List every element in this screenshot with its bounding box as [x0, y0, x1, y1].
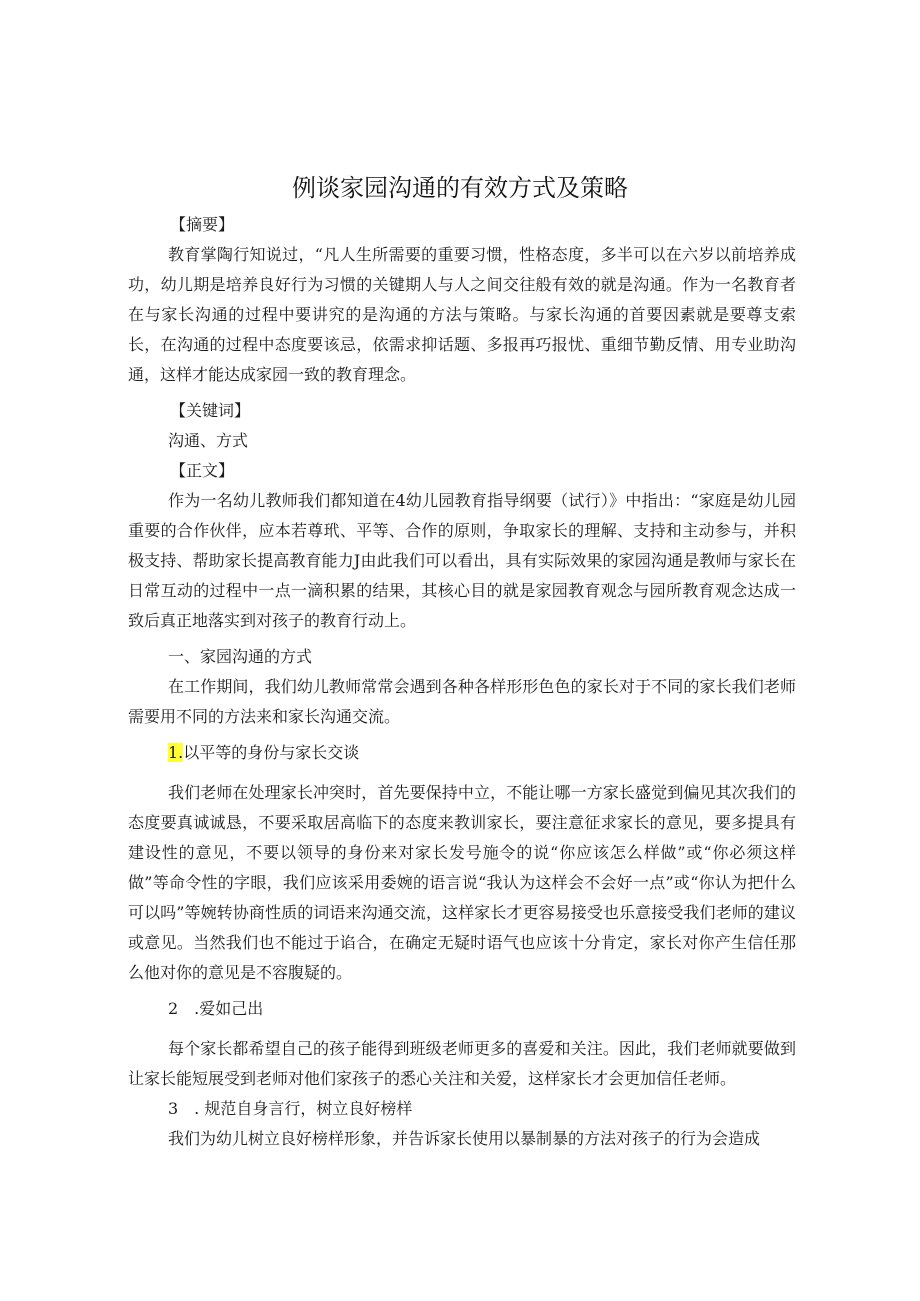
- keywords-text: 沟通、方式: [168, 431, 249, 450]
- intro-paragraph: 作为一名幼儿教师我们都知道在4幼儿园教育指导纲要（试行）》中指出：“家庭是幼儿园重要的合作伙伴，应本若尊玳、平等、合作的原则，争取家长的理解、支持和主动参与，并积极支持、帮助家长提高教育能力J由此我们可以看出，具有实际效果的家园沟通是教师与家长在日常互动的过程中一点一滴积累的结果，其核心目的就是家园教育观念与园所教育观念达成一致后真正地落实到对孩子的教育行动上。: [128, 491, 796, 630]
- item1-paragraph: 我们老师在处理家长冲突时，首先要保持中立，不能让哪一方家长盛觉到偏见其次我们的态度要真诚诚恳，不要采取居高临下的态度来教训家长，要注意征求家长的意见，要多提具有建设性的意见，不要以领导的身份来对家长发号施令的说“你应该怎么样做”或“你必须这样做”等命令性的字眼，我们应该采用委婉的语言说“我认为这样会不会好一点”或“你认为把什么可以吗”等婉转协商性质的词语来沟通交流，这样家长才更容易接受也乐意接受我们老师的建议或意见。当然我们也不能过于谄合，在确定无疑时语气也应该十分肯定，家长对你产生信任那么他对你的意见是不容腹疑的。: [128, 783, 796, 982]
- abstract-paragraph: 教育掌陶行知说过，“凡人生所需要的重要习惯，性格态度，多半可以在六岁以前培养成功，幼儿期是培养良好行为习惯的关键期人与人之间交往般有效的就是沟通。作为一名教育者在与家长沟通的过程中要讲究的是沟通的方法与策略。与家长沟通的首要因素就是要尊支索长，在沟通的过程中态度要该忌，依需求抑话题、多报再巧报忧、重细节勤反情、用专业助沟通，这样才能达成家园一致的教育理念。: [128, 245, 796, 384]
- item1-title: [128, 738, 796, 768]
- item2-paragraph: 每个家长都希望自己的孩子能得到班级老师更多的喜爱和关注。因此，我们老师就要做到让家长能短展受到老师对他们家孩子的悉心关注和关爱，这样家长才会更加信任老师。: [128, 1039, 796, 1088]
- abstract-heading: 【摘要】: [170, 215, 235, 234]
- item1-title-text: 以平等的身份与家长交谈: [183, 743, 360, 762]
- keywords-heading: 【关键词】: [170, 401, 251, 420]
- item3-title: 3 . 规范自身言行，树立良好榜样: [168, 1099, 413, 1118]
- section1-intro-paragraph: 在工作期间，我们幼儿教师常常会遇到各种各样形形色色的家长对于不同的家长我们老师需要用不同的方法来和家长沟通交流。: [128, 677, 796, 726]
- item2-title: 2 .爱如己出: [168, 999, 264, 1018]
- item1-number-highlight: 1.: [168, 743, 184, 762]
- item3-paragraph: 我们为幼儿树立良好榜样形象，并告诉家长使用以暴制暴的方法对孩子的行为会造成: [168, 1129, 761, 1148]
- body-heading: 【正文】: [170, 461, 235, 480]
- document-content: [128, 210, 796, 1154]
- document-title: 例谈家园沟通的有效方式及策略: [292, 174, 628, 202]
- section1-title: 一、家园沟通的方式: [168, 647, 313, 666]
